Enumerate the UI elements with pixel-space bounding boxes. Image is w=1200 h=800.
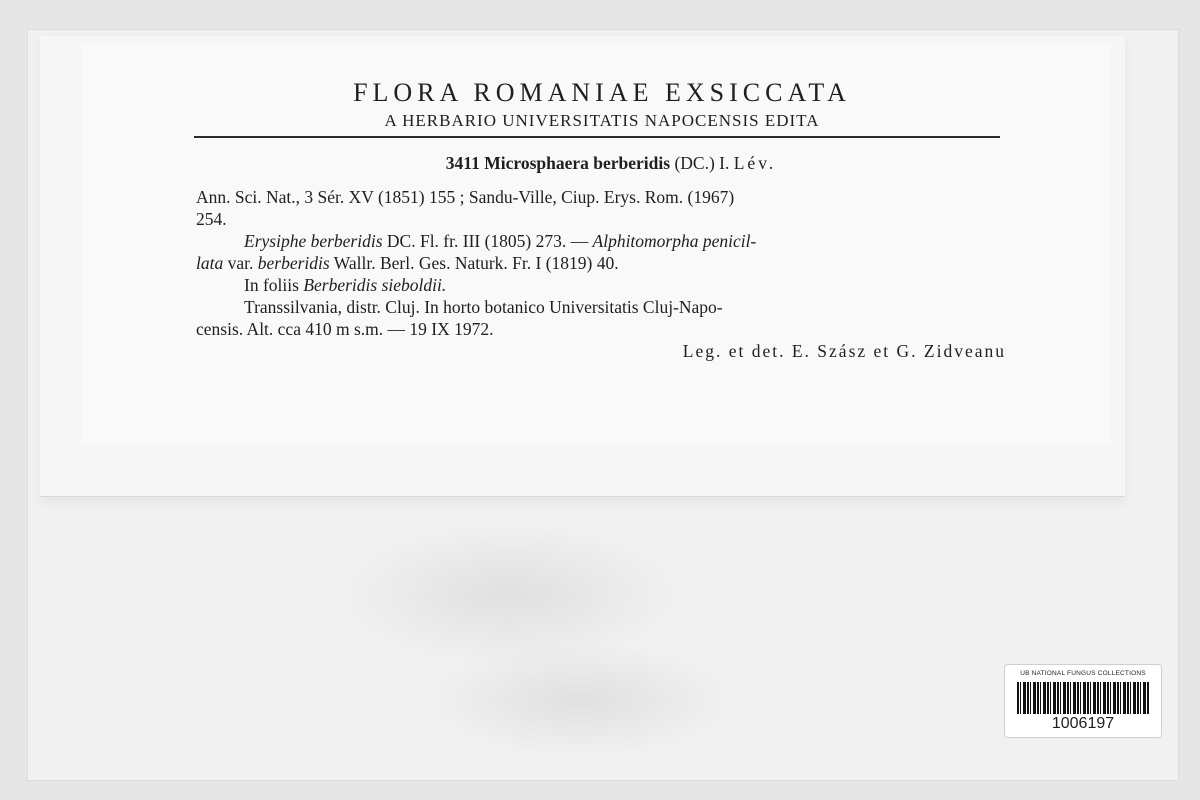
specimen-label xyxy=(82,44,1110,444)
label-title: FLORA ROMANIAE EXSICCATA xyxy=(353,78,851,107)
synonym-line xyxy=(196,252,1006,274)
citation-line: Ann. Sci. Nat., 3 Sér. XV (1851) 155 ; Sandu-Ville, Ciup. Erys. Rom. (1967) xyxy=(196,187,735,207)
synonym-name: Erysiphe berberidis xyxy=(244,231,383,251)
synonym-reference: Wallr. Berl. Ges. Naturk. Fr. I (1819) 40. xyxy=(329,253,619,273)
synonym-reference: DC. Fl. fr. III (1805) 273. — xyxy=(382,231,593,251)
synonym-line xyxy=(196,230,1006,252)
taxon-name: Microsphaera berberidis xyxy=(484,153,671,173)
variety-name: berberidis xyxy=(257,253,330,273)
barcode-label xyxy=(1004,664,1162,738)
label-subtitle: A HERBARIO UNIVERSITATIS NAPOCENSIS EDITA xyxy=(384,111,820,130)
host-prefix: In foliis xyxy=(244,275,304,295)
paper-stain xyxy=(420,640,740,760)
host-line xyxy=(196,274,1006,296)
locality-line: censis. Alt. cca 410 m s.m. — 19 IX 1972. xyxy=(196,319,494,339)
synonym-name: Alphitomorpha penicil- xyxy=(592,231,757,251)
barcode-icon xyxy=(1017,682,1149,714)
label-body xyxy=(196,152,1006,362)
title-rule xyxy=(194,136,1000,138)
barcode-number: 1006197 xyxy=(1051,715,1115,732)
collectors-line: Leg. et det. E. Szász et G. Zidveanu xyxy=(682,341,1006,361)
synonym-name: lata xyxy=(196,253,224,273)
locality-line: Transsilvania, distr. Cluj. In horto botanico Universitatis Cluj-Napo- xyxy=(244,297,723,317)
variety-marker: var. xyxy=(223,253,258,273)
citation-line: 254. xyxy=(196,209,227,229)
barcode-caption: UB NATIONAL FUNGUS COLLECTIONS xyxy=(1020,670,1146,677)
exsiccata-number: 3411 xyxy=(445,153,480,173)
taxon-author-suffix: Lév. xyxy=(733,153,777,173)
taxon-line xyxy=(196,152,1006,174)
taxon-authority: (DC.) I. xyxy=(674,153,730,173)
host-name: Berberidis sieboldii. xyxy=(303,275,447,295)
